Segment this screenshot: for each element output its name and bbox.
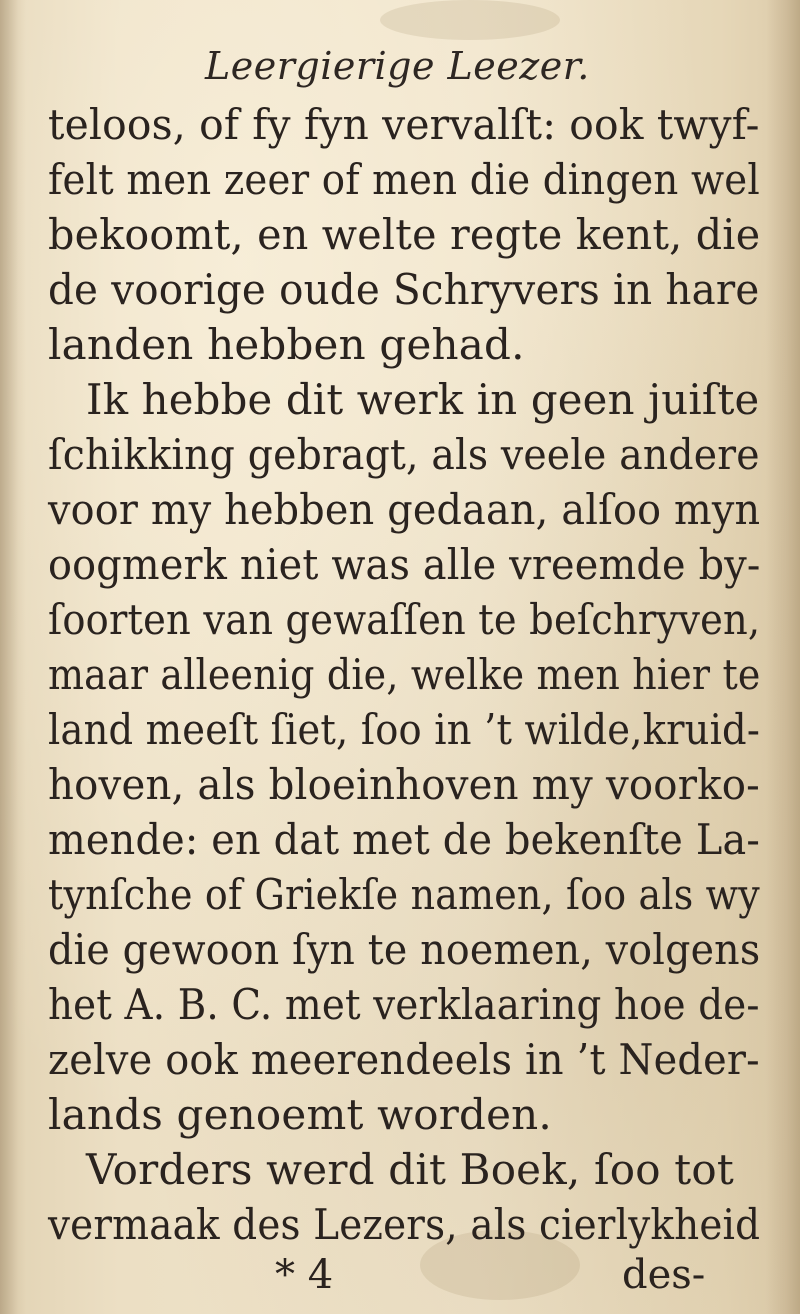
text-line: vermaak des Lezers, als cierlykheid (48, 1200, 761, 1249)
text-line: maar alleenig die, welke men hier te (48, 650, 761, 699)
text-line: de voorige oude Schryvers in hare (48, 265, 760, 314)
text-line: tynſche of Griekſe namen, ſoo als wy (48, 870, 760, 919)
running-head: Leergierige Leezer. (205, 44, 590, 88)
text-line: teloos, of fy fyn vervalſt: ook twyf- (48, 100, 760, 149)
page-right-edge (766, 0, 800, 1314)
text-line: zelve ook meerendeels in ’t Neder- (48, 1035, 760, 1084)
text-line: lands genoemt worden. (48, 1090, 552, 1139)
text-line: ſoorten van gewaſſen te beſchryven, (48, 595, 761, 644)
text-line: hoven, als bloeinhoven my voorko- (48, 760, 760, 809)
text-line: oogmerk niet was alle vreemde by- (48, 540, 761, 589)
text-line: land meeſt ſiet, ſoo in ’t wilde,kruid- (48, 705, 761, 754)
text-line: Ik hebbe dit werk in geen juiſte (86, 375, 760, 424)
text-line: Vorders werd dit Boek, ſoo tot (86, 1145, 734, 1194)
text-line: bekoomt, en welte regte kent, die (48, 210, 761, 259)
signature-mark: * 4 (275, 1252, 334, 1298)
text-line: voor my hebben gedaan, alſoo myn (48, 485, 761, 534)
text-line: die gewoon ſyn te noemen, volgens (48, 925, 761, 974)
text-line: felt men zeer of men die dingen wel (48, 155, 760, 204)
catchword: des- (622, 1252, 706, 1298)
text-line: het A. B. C. met verklaaring hoe de- (48, 980, 760, 1029)
text-line: ſchikking gebragt, als veele andere (48, 430, 760, 479)
text-line: landen hebben gehad. (48, 320, 525, 369)
text-line: mende: en dat met de bekenſte La- (48, 815, 760, 864)
paper-stain (380, 0, 560, 40)
page-left-shadow (0, 0, 26, 1314)
